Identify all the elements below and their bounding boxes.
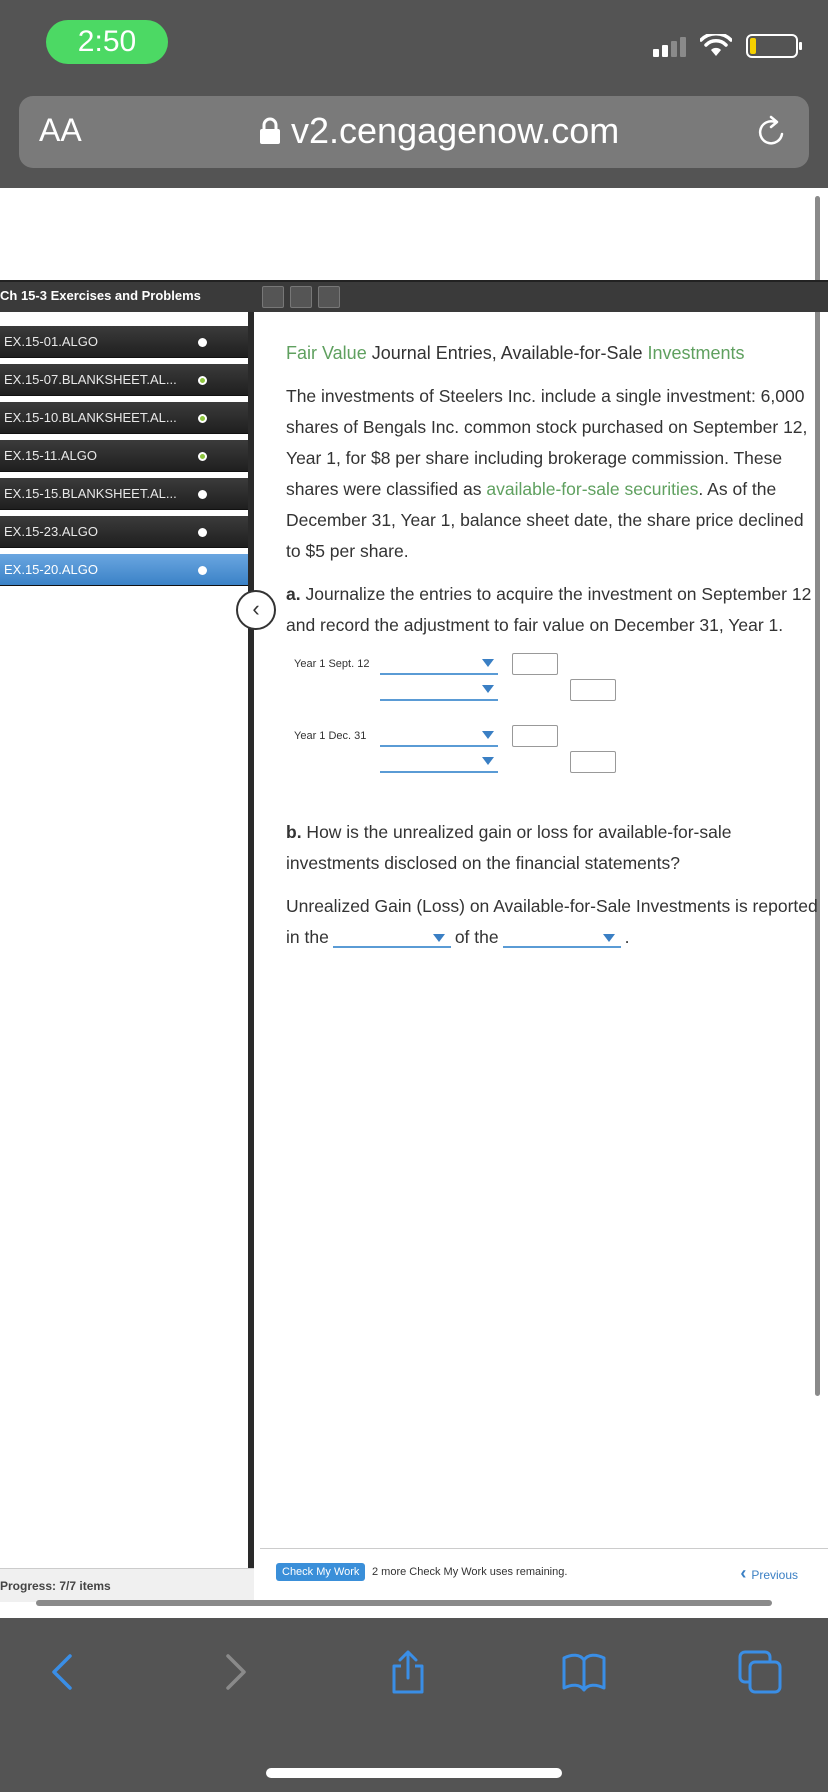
url-display[interactable]	[259, 110, 619, 152]
sidebar-item[interactable]	[0, 478, 248, 510]
part-a-label: a.	[286, 584, 301, 604]
reader-options-button[interactable]	[39, 112, 82, 149]
share-icon[interactable]	[384, 1648, 432, 1696]
sidebar-item[interactable]	[0, 516, 248, 548]
sidebar-item[interactable]	[0, 364, 248, 396]
complete-dot-icon	[198, 452, 207, 461]
status-icons	[653, 34, 798, 58]
journal-row	[380, 751, 616, 773]
sidebar-item[interactable]	[0, 326, 248, 358]
horizontal-scrollbar[interactable]	[36, 1600, 772, 1606]
sidebar-item-label: EX.15-23.ALGO	[4, 524, 98, 539]
complete-dot-icon	[198, 414, 207, 423]
part-b-sentence: Unrealized Gain (Loss) on Available-for-Sale Investments is reported in the	[286, 896, 818, 947]
financial-statement-select[interactable]	[503, 928, 621, 948]
statement-section-select[interactable]	[333, 928, 451, 948]
sidebar-item-label: EX.15-07.BLANKSHEET.AL...	[4, 372, 177, 387]
journal-row	[380, 679, 616, 701]
credit-input[interactable]	[570, 751, 616, 773]
part-b-answer	[286, 891, 826, 953]
assignment-header	[0, 280, 828, 312]
battery-icon	[746, 34, 798, 58]
intro-text: The investments of Steelers Inc. include a single investment: 6,000 shares of Bengals Inc. common stock purchased on September 12, Year 1, for $8 per share including brokerage commission. These shares were classified as	[286, 386, 808, 499]
reload-icon[interactable]	[751, 112, 791, 152]
account-select[interactable]	[380, 751, 498, 773]
home-indicator[interactable]	[266, 1768, 562, 1778]
collapse-sidebar-button[interactable]: ‹	[236, 590, 276, 630]
sidebar-item-label: EX.15-10.BLANKSHEET.AL...	[4, 410, 177, 425]
status-dot-icon	[198, 566, 207, 575]
title-link-investments[interactable]: Investments	[647, 343, 745, 363]
sidebar-item-active[interactable]	[0, 554, 248, 586]
part-a-text: Journalize the entries to acquire the investment on September 12 and record the adjustment to fair value on December 31, Year 1.	[286, 584, 812, 635]
check-remaining-text: 2 more Check My Work uses remaining.	[372, 1566, 568, 1578]
status-bar	[0, 0, 828, 90]
sidebar-item[interactable]	[0, 402, 248, 434]
status-dot-icon	[198, 528, 207, 537]
chevron-left-icon: ‹	[740, 1563, 752, 1583]
account-select[interactable]	[380, 725, 498, 747]
part-a	[286, 579, 816, 641]
address-bar[interactable]	[19, 96, 809, 168]
previous-label: Previous	[751, 1568, 798, 1582]
calculator-icon[interactable]	[290, 286, 312, 308]
chapter-title: Ch 15-3 Exercises and Problems	[0, 288, 201, 303]
status-dot-icon	[198, 490, 207, 499]
sidebar-item-label: EX.15-01.ALGO	[4, 334, 98, 349]
assignment-footer	[260, 1548, 828, 1596]
check-my-work-button[interactable]: Check My Work	[276, 1563, 365, 1581]
journal-date: Year 1 Sept. 12	[294, 658, 370, 670]
print-icon[interactable]	[318, 286, 340, 308]
journal-row	[294, 725, 558, 747]
part-b-sentence-2: of the	[454, 927, 499, 947]
sidebar-item-label: EX.15-15.BLANKSHEET.AL...	[4, 486, 177, 501]
debit-input[interactable]	[512, 653, 558, 675]
debit-input[interactable]	[512, 725, 558, 747]
ebook-icon[interactable]	[262, 286, 284, 308]
aa-label: AA	[39, 112, 82, 148]
status-time: 2:50	[46, 20, 168, 64]
previous-button[interactable]	[740, 1563, 798, 1584]
credit-input[interactable]	[570, 679, 616, 701]
part-b-text: How is the unrealized gain or loss for available-for-sale investments disclosed on the financial statements?	[286, 822, 732, 873]
part-b	[286, 817, 816, 879]
cellular-signal-icon	[653, 35, 686, 57]
back-icon[interactable]	[40, 1648, 88, 1696]
journal-row	[294, 653, 558, 675]
intro-text-end: . As of the December 31, Year 1, balance sheet date, the share price declined to $5 per share.	[286, 479, 804, 561]
sidebar-item-label: EX.15-20.ALGO	[4, 562, 98, 577]
glossary-link[interactable]: available-for-sale securities	[486, 479, 699, 499]
problem-title	[286, 338, 816, 369]
status-dot-icon	[198, 338, 207, 347]
progress-label: Progress: 7/7 items	[0, 1568, 254, 1602]
sidebar-item[interactable]	[0, 440, 248, 472]
bookmarks-icon[interactable]	[560, 1648, 608, 1696]
sidebar-item-label: EX.15-11.ALGO	[4, 448, 97, 463]
forward-icon[interactable]	[210, 1648, 258, 1696]
wifi-icon	[700, 34, 732, 58]
journal-date: Year 1 Dec. 31	[294, 730, 367, 742]
account-select[interactable]	[380, 679, 498, 701]
account-select[interactable]	[380, 653, 498, 675]
assignment-sidebar	[0, 312, 254, 1602]
journal-entries	[286, 653, 816, 803]
part-b-label: b.	[286, 822, 302, 842]
title-text: Journal Entries, Available-for-Sale	[366, 343, 648, 363]
safari-toolbar	[0, 1618, 828, 1792]
problem-intro	[286, 381, 816, 567]
title-link-fair-value[interactable]: Fair Value	[286, 343, 367, 363]
part-b-end: .	[624, 927, 630, 947]
toolbar	[262, 286, 340, 308]
tabs-icon[interactable]	[736, 1648, 784, 1696]
complete-dot-icon	[198, 376, 207, 385]
problem-content	[286, 338, 816, 965]
web-page	[0, 188, 828, 1618]
lock-icon	[259, 117, 281, 145]
url-text: v2.cengagenow.com	[291, 110, 620, 151]
